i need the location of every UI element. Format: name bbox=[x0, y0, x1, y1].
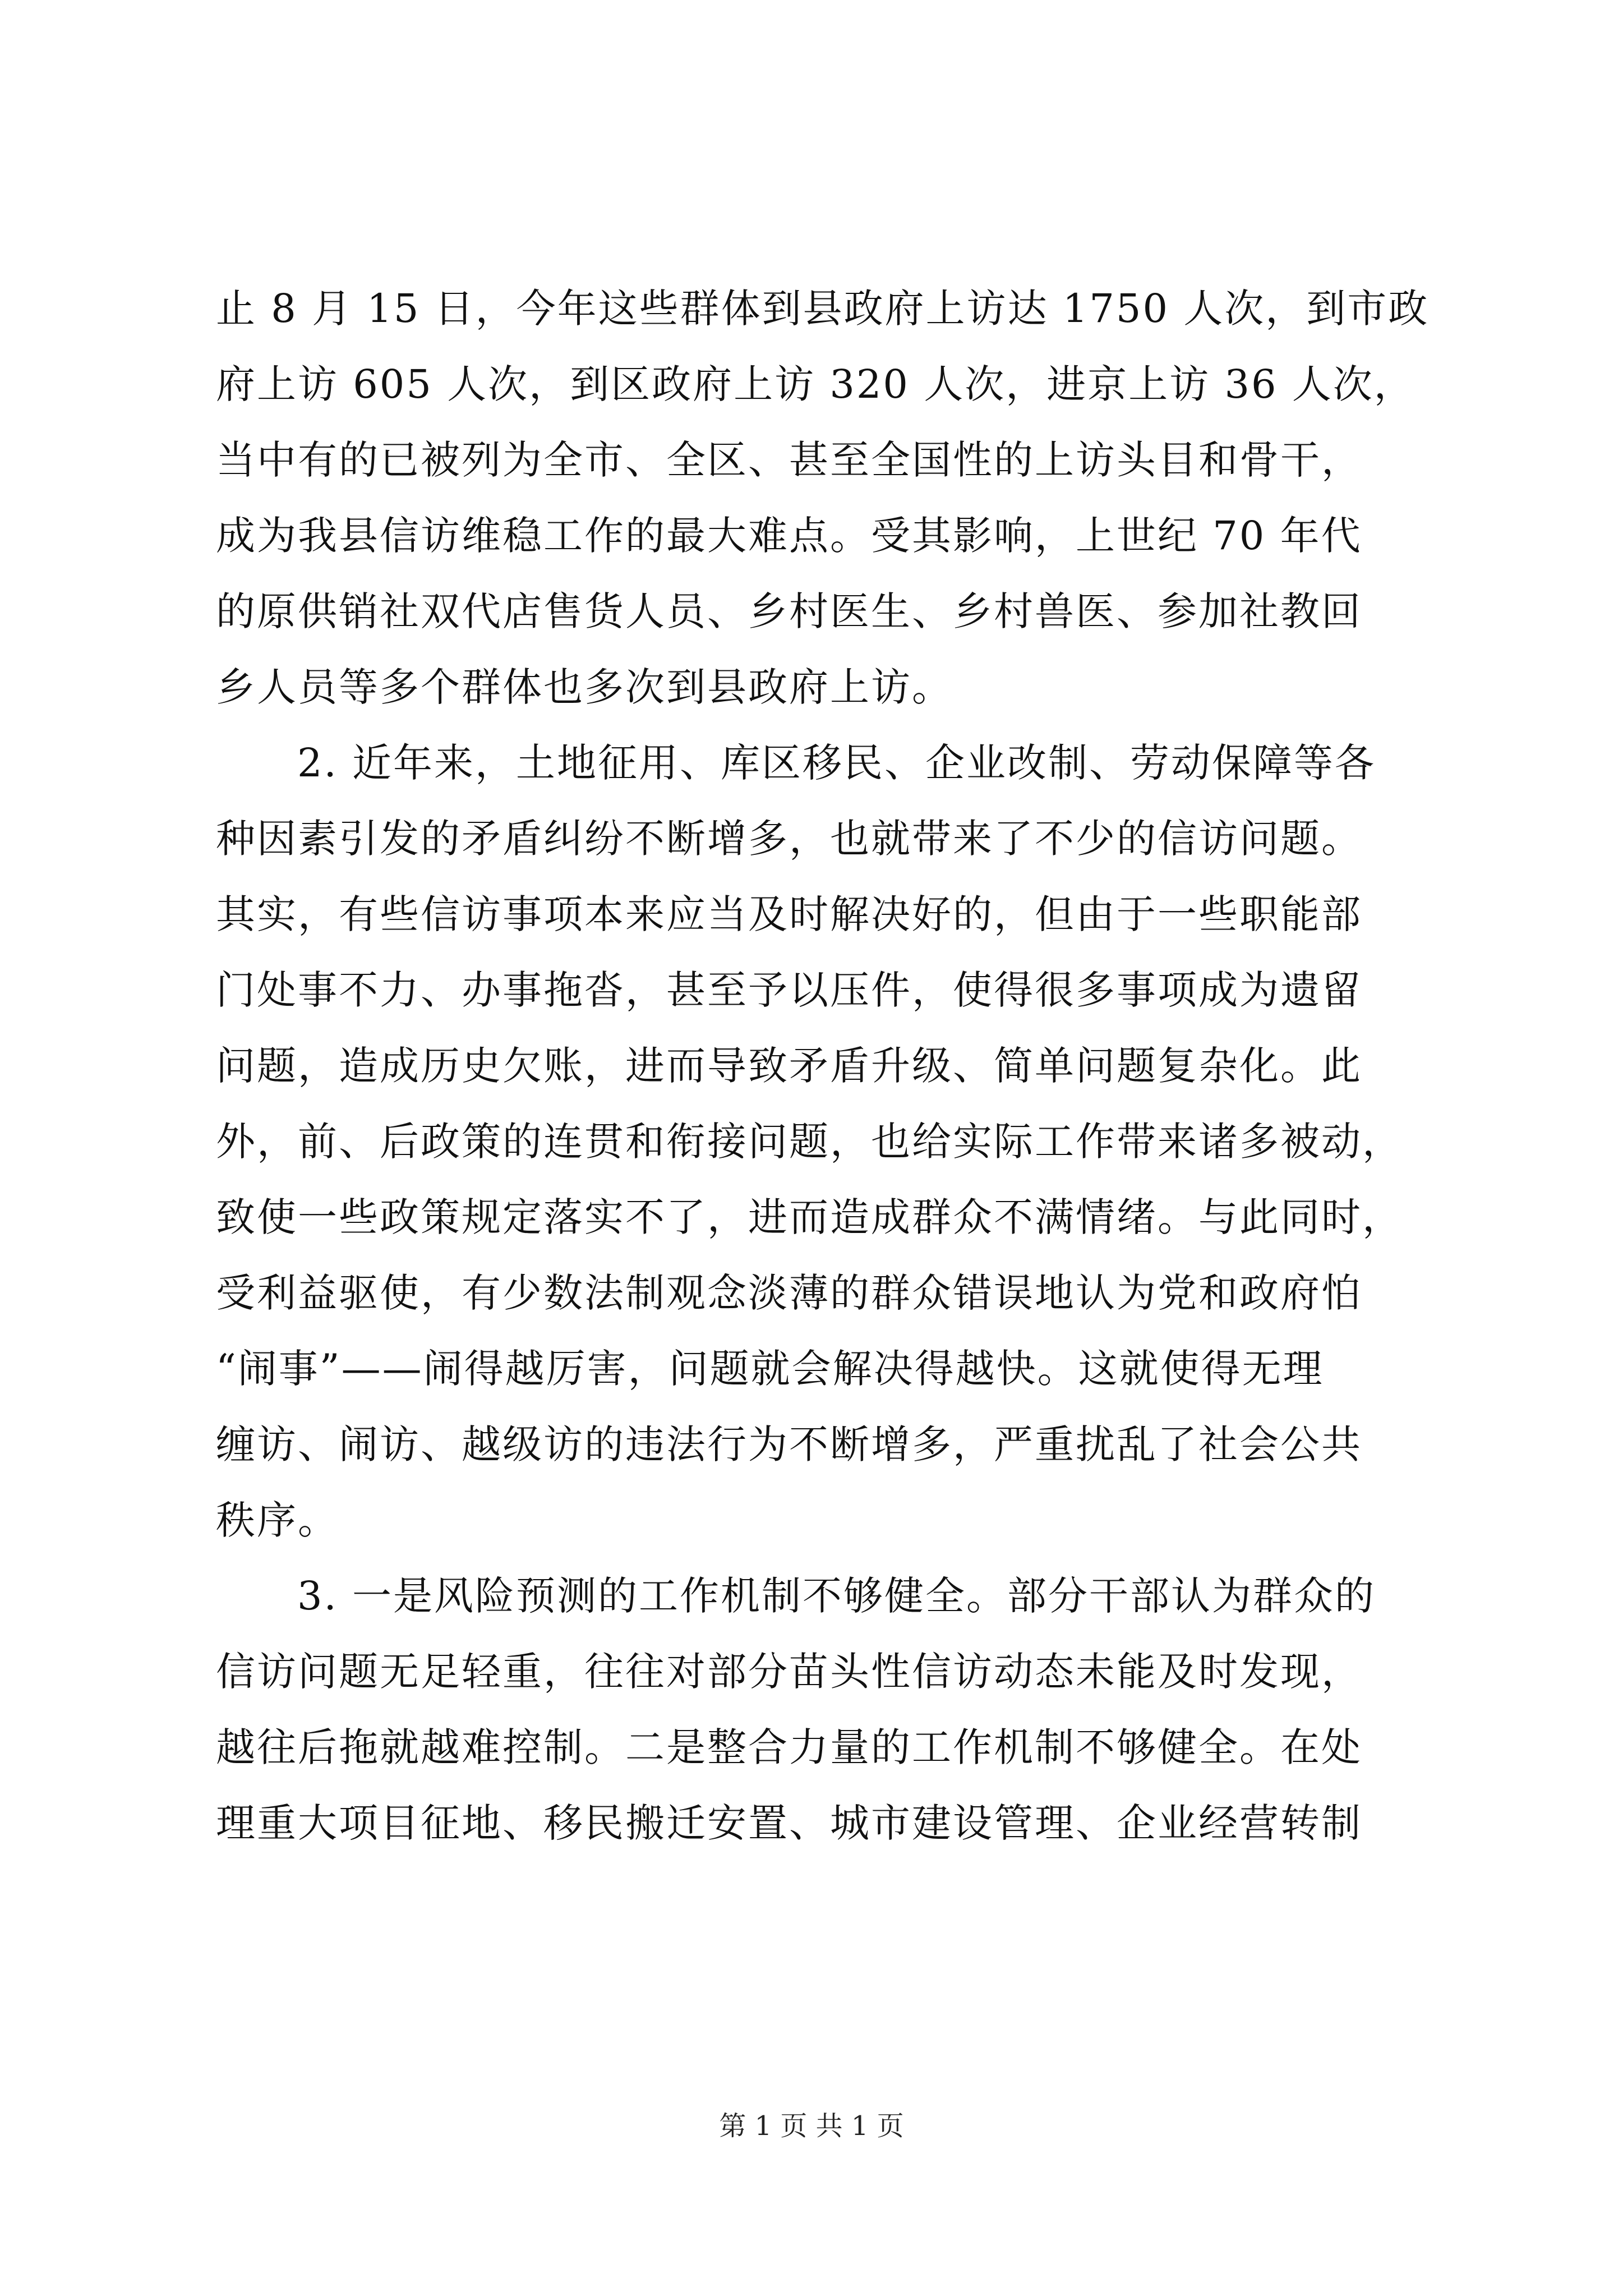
text-line: 信访问题无足轻重，往往对部分苗头性信访动态未能及时发现， bbox=[216, 1649, 1362, 1695]
text-line: “闹事”——闹得越厉害，问题就会解决得越快。这就使得无理 bbox=[216, 1346, 1324, 1392]
text-line: 受利益驱使，有少数法制观念淡薄的群众错误地认为党和政府怕 bbox=[216, 1270, 1362, 1316]
page-number-footer: 第 1 页 共 1 页 bbox=[719, 2110, 904, 2142]
text-line: 致使一些政策规定落实不了，进而造成群众不满情绪。与此同时， bbox=[216, 1194, 1403, 1240]
text-line: 其实，有些信访事项本来应当及时解决好的，但由于一些职能部 bbox=[216, 891, 1362, 937]
text-line: 乡人员等多个群体也多次到县政府上访。 bbox=[216, 664, 953, 710]
text-line: 的原供销社双代店售货人员、乡村医生、乡村兽医、参加社教回 bbox=[216, 588, 1362, 634]
text-line: 成为我县信访维稳工作的最大难点。受其影响，上世纪 70 年代 bbox=[216, 513, 1362, 559]
text-line: 秩序。 bbox=[216, 1497, 339, 1543]
text-line: 问题，造成历史欠账，进而导致矛盾升级、简单问题复杂化。此 bbox=[216, 1043, 1362, 1089]
text-line: 缠访、闹访、越级访的违法行为不断增多，严重扰乱了社会公共 bbox=[216, 1421, 1362, 1467]
text-line: 止 8 月 15 日，今年这些群体到县政府上访达 1750 人次，到市政 bbox=[216, 286, 1430, 332]
paragraph-start-line: 3. 一是风险预测的工作机制不够健全。部分干部认为群众的 bbox=[297, 1573, 1376, 1619]
paragraph-start-line: 2. 近年来，土地征用、库区移民、企业改制、劳动保障等各 bbox=[297, 740, 1376, 786]
text-line: 门处事不力、办事拖沓，甚至予以压件，使得很多事项成为遗留 bbox=[216, 967, 1362, 1013]
text-line: 越往后拖就越难控制。二是整合力量的工作机制不够健全。在处 bbox=[216, 1724, 1362, 1770]
text-line: 外，前、后政策的连贯和衔接问题，也给实际工作带来诸多被动， bbox=[216, 1119, 1403, 1165]
text-line: 当中有的已被列为全市、全区、甚至全国性的上访头目和骨干， bbox=[216, 437, 1362, 483]
text-line: 理重大项目征地、移民搬迁安置、城市建设管理、企业经营转制 bbox=[216, 1800, 1362, 1846]
text-line: 府上访 605 人次，到区政府上访 320 人次，进京上访 36 人次， bbox=[216, 361, 1415, 407]
text-line: 种因素引发的矛盾纠纷不断增多，也就带来了不少的信访问题。 bbox=[216, 816, 1362, 862]
